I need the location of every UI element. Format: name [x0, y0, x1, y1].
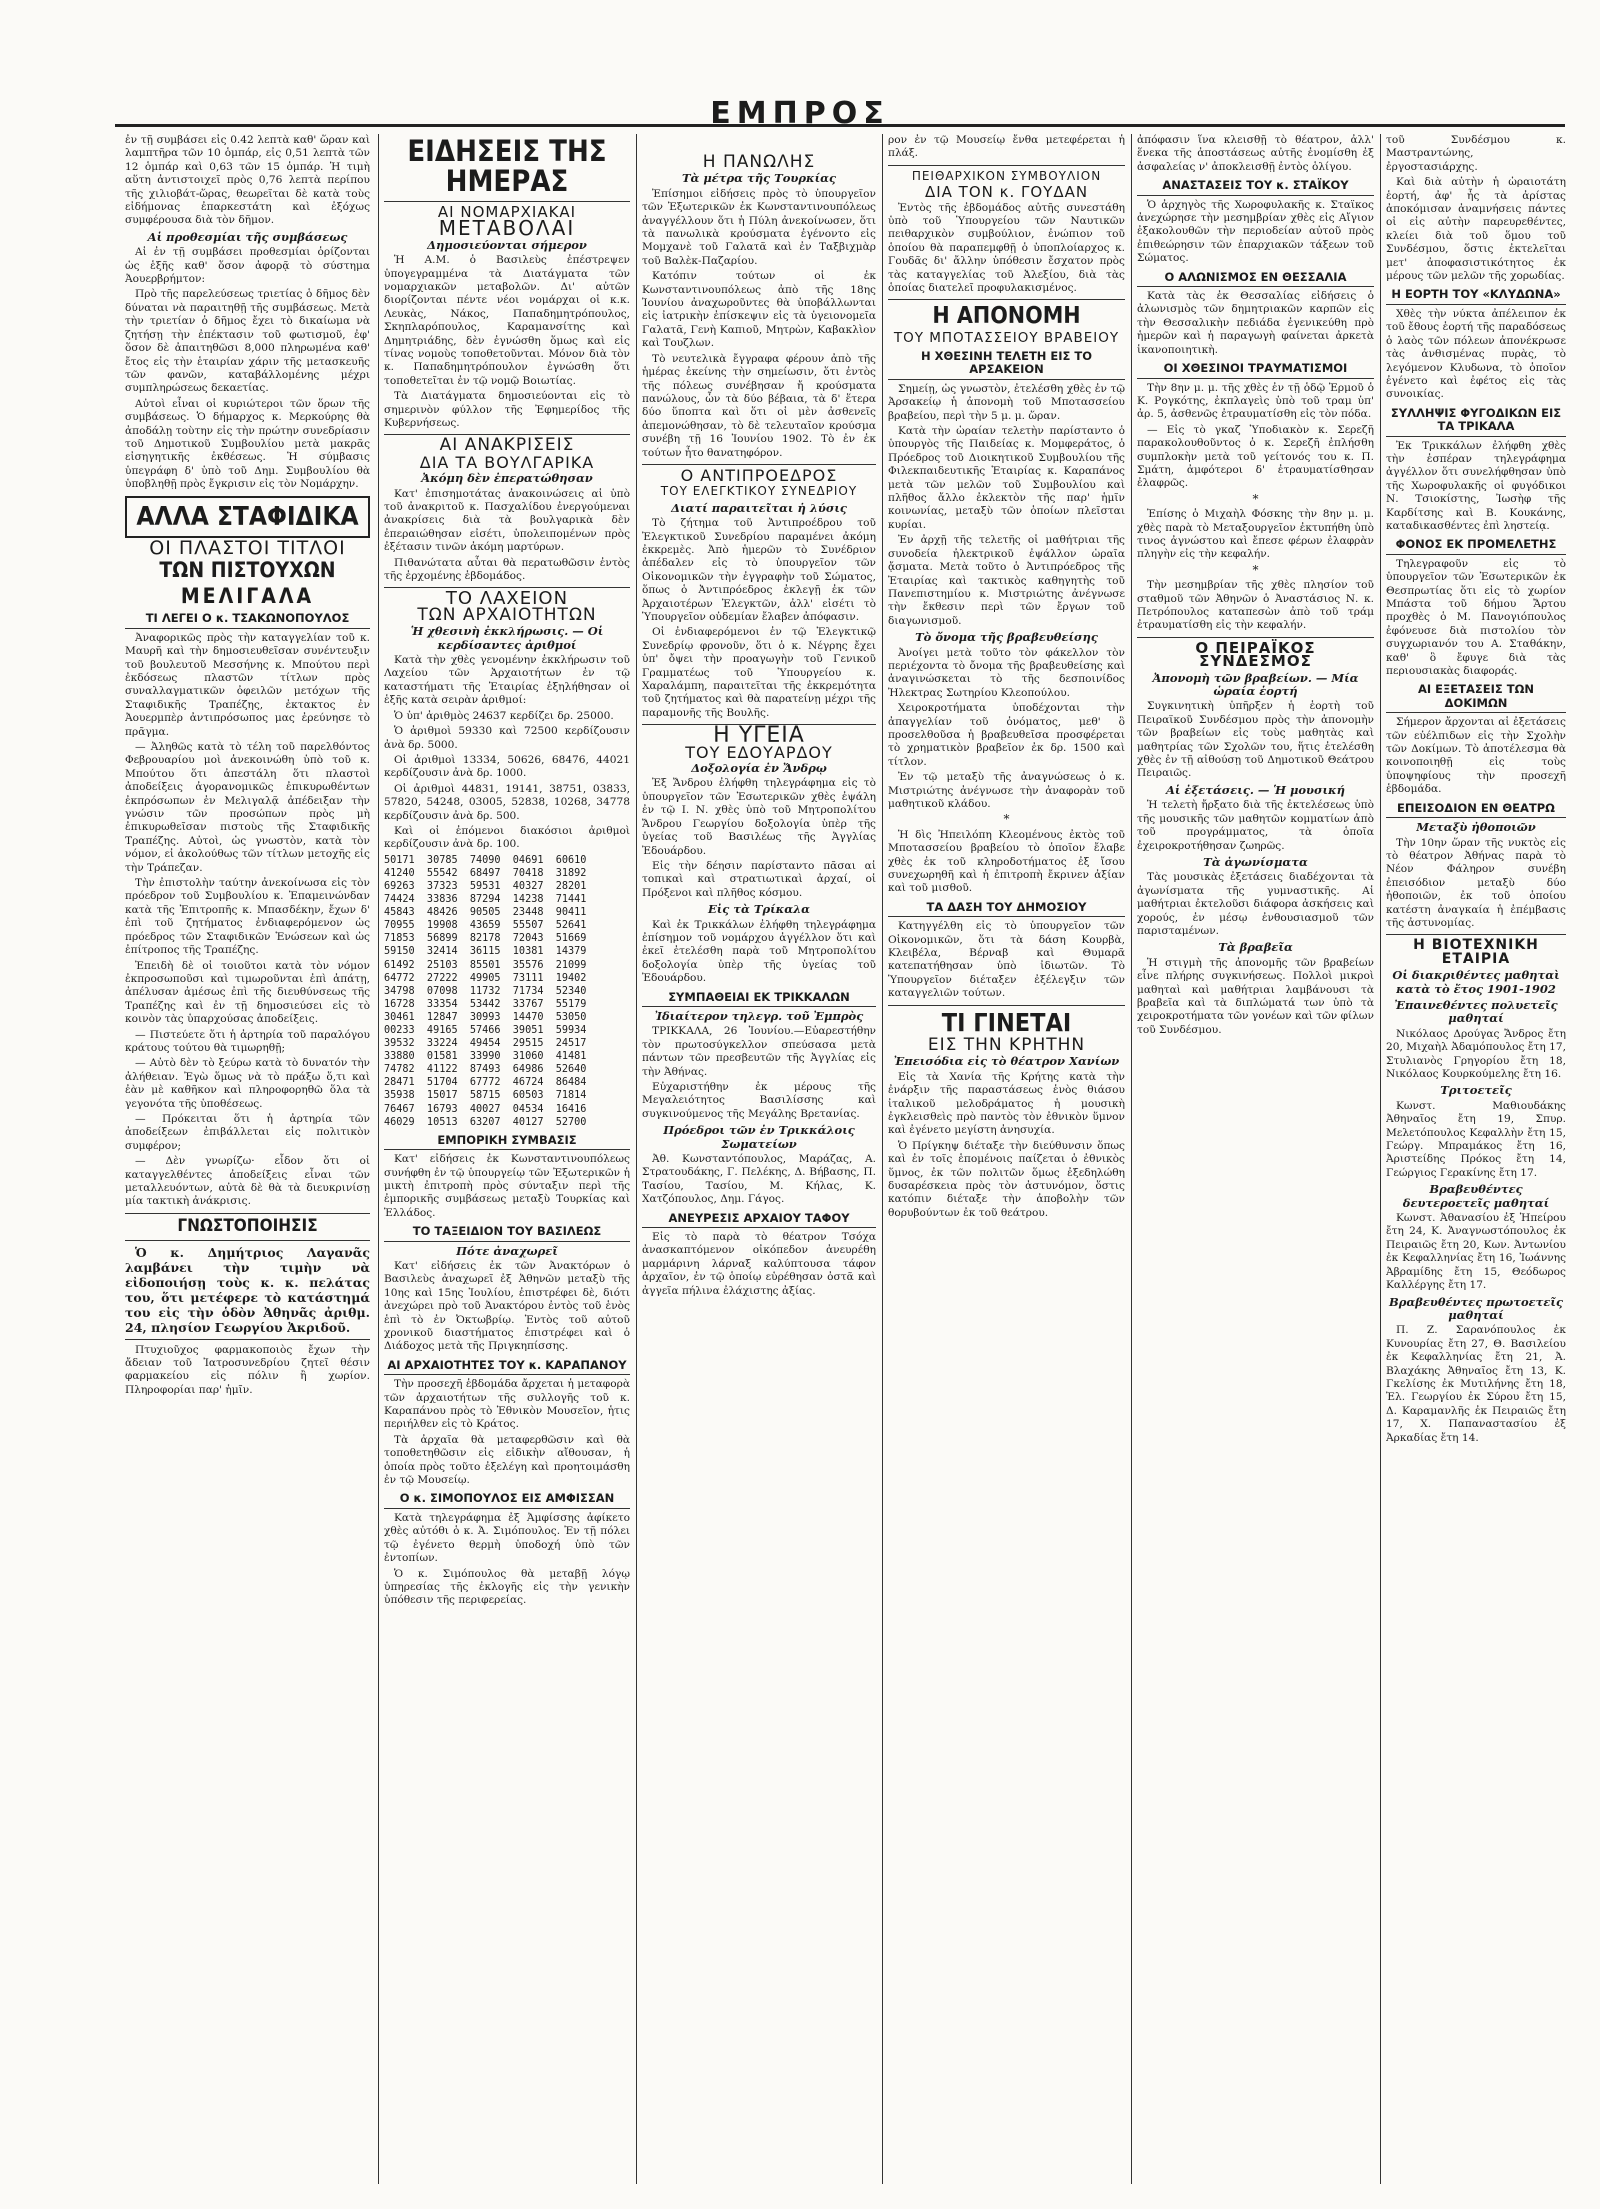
- article-text: Τὸ νευτελικὰ ἔγγραφα φέρουν ἀπὸ τῆς ἡμέρας ἐκείνης τὴν σημείωσιν, ὅτι ἐντὸς τῆς πόλεως συνέβησαν ἤ κρούσματα πανώλους, ὧν τὰ δύο βέβαια, τὰ δ' ἕτερα δύο ὕποπτα καὶ ὅτι οἱ μὲν ἀσθενεῖς ἀπεμονώθησαν, τὸ δὲ τελευταῖον κρούσμα συνέβη τῇ 16 Ἰουνίου 1902. Τὸ ἐν ἐκ τούτων ἦτο θανατηφόρον.: [642, 352, 876, 459]
- article-text: ἀπόφασιν ἵνα κλεισθῇ τὸ θέατρον, ἀλλ' ἕνεκα τῆς ἀποστάσεως αὐτῆς ἐνομίσθη ἐξ ἀσφαλείας ν' ἀποκλεισθῇ ἐντὸς ὁλίγου.: [1137, 134, 1374, 173]
- article-text: Ἡ τελετὴ ἤρξατο διὰ τῆς ἐκτελέσεως ὑπὸ τῆς μουσικῆς τῶν μαθητῶν κομματίων ἀπὸ τοῦ προγράμματος, τὰ ὁποῖα ἐχειροκροτήθησαν ζωηρῶς.: [1137, 799, 1374, 852]
- headline: ΤΟ ΤΑΞΕΙΔΙΟΝ ΤΟΥ ΒΑΣΙΛΕΩΣ: [384, 1225, 630, 1241]
- headline: Ο ΑΛΩΝΙΣΜΟΣ ΕΝ ΘΕΣΣΑΛΙΑ: [1137, 271, 1374, 287]
- article-text: Ἀθ. Κωνσταντόπουλος, Μαράζας, Α. Στρατουδάκης, Γ. Πελέκης, Δ. Βήβασης, Π. Τασίου, Τασίου, Μ. Κήλας, Κ. Χατζόπουλος, Δημ. Γάγος.: [642, 1153, 876, 1206]
- subheading: Οἱ διακριθέντες μαθηταὶ κατὰ τὸ ἔτος 1901-1902: [1392, 968, 1560, 996]
- subheading: Αἱ ἐξετάσεις. — Ἡ μουσική: [1165, 782, 1346, 797]
- article-text: Π. Ζ. Σαρανόπουλος ἐκ Κυνουρίας ἔτη 27, Θ. Βασιλείου ἐκ Κεφαλληνίας ἔτη 21, Ἀ. Βλαχάκης Ἀθηναῖος ἔτη 13, Κ. Γκελίσης ἐκ Μυτιλήνης ἔτη 18, Ἐλ. Γεωργίου ἐκ Σύρου ἔτη 15, Δ. Καραμανλῆς ἐκ Πειραιῶς ἔτη 17, Χ. Παπαναστασίου ἐξ Ἀρκαδίας ἔτη 14.: [1386, 1324, 1566, 1444]
- divider: [125, 1213, 370, 1214]
- subheading: Δημοσιεύονται σήμερον: [427, 237, 587, 252]
- subheading: Βραβευθέντες δευτεροετεῖς μαθηταί: [1402, 1182, 1550, 1210]
- article-text: Ἡ δὶς Ἠπειλόπη Κλεομένους ἐκτὸς τοῦ Μποτασσείου βραβείου τὸ ὁποῖον ἔλαβε χθὲς ἐκ τοῦ κληροδοτήματος ἐξ ἴσου συνεχωρηθῆ καὶ ἡ ἐπιτροπὴ ἔκρινεν ἀξίαν καὶ τοῦ μισθοῦ.: [888, 828, 1125, 895]
- separator-star: *: [1252, 562, 1259, 577]
- headline: ΕΠΕΙΣΟΔΙΟΝ ΕΝ ΘΕΑΤΡΩ: [1386, 802, 1566, 818]
- section-headline: ΕΙΔΗΣΕΙΣ ΤΗΣ ΗΜΕΡΑΣ: [407, 134, 607, 199]
- subheading: Δοξολογία ἐν Ἄνδρῳ: [691, 761, 827, 776]
- article-text: Σημείῃ, ὡς γνωστὸν, ἐτελέσθη χθὲς ἐν τῷ Ἀρσακείῳ ἡ ἀπονομὴ τοῦ Μποτασσείου βραβείου, περὶ τὴν 5 μ. μ. ὥραν.: [888, 382, 1125, 422]
- column-3: [642, 134, 876, 2184]
- subheading: Η ΧΘΕΣΙΝΗ ΤΕΛΕΤΗ ΕΙΣ ΤΟ ΑΡΣΑΚΕΙΟΝ: [888, 350, 1125, 380]
- article-text: — Ἀληθῶς κατὰ τὸ τέλη τοῦ παρελθόντος Φεβρουαρίου μοὶ ἀνεκοινώθη ὑπὸ τοῦ κ. Μπούτου ὅτι ἀπεστάλη ὅτι πλαστοὶ ἀποδείξεις ἀγορανομικῶς ἐπικυρωθέντων ἐκπρόσωπων ἐν Μελιγαλᾷ ἀπέδειξαν τὴν γνώσιν τῶν προσώπων πρὸς μὴ ἐπικυρωθεῖσαν πιστοὺς τῆς Σταφιδικῆς Τραπέζης. Αὐτοὶ, ὡς γνωστὸν, κατὰ τὸν νόμον, εἰ ἀκολούθως τῶν τίτλων μετοχῆς εἰς τὴν Τράπεζαν.: [125, 741, 370, 874]
- headline: ΑΛΛΑ ΣΤΑΦΙΔΙΚΑ: [136, 501, 359, 532]
- divider: [1137, 637, 1374, 638]
- article-text: Αὐτοὶ εἶναι οἱ κυριώτεροι τῶν ὅρων τῆς συμβάσεως. Ὁ δήμαρχος κ. Μερκούρης θὰ ἀποδάλῃ τοὺτην εἰς τὴν πρώτην συνεδρίασιν τοῦ Δημοτικοῦ Συμβουλίου μετὰ μακρᾶς εἰσηγητικῆς ἐκθέσεως. Ἡ σύμβασις ὑπεγράφη δ' ὑπὸ τοῦ Δημ. Συμβουλίου θὰ ὑποβληθῇ πρὸς ἔγκρισιν εἰς τὸν Νομάρχην.: [125, 397, 370, 491]
- column-divider: [378, 134, 379, 2184]
- article-text: Εὐχαριστήθην ἐκ μέρους τῆς Μεγαλειότητος Βασιλίσσης καὶ συγκινούμενος τῆς Μεγάλης Βρετανίας.: [642, 1081, 876, 1120]
- divider: [1386, 934, 1566, 935]
- column-divider: [1380, 134, 1381, 2184]
- headline: ΤΟΥ ΕΔΟΥΑΡΔΟΥ: [685, 742, 833, 762]
- article-text: Ἡ Α.Μ. ὁ Βασιλεὺς ἐπέστρεψεν ὑπογεγραμμένα τὰ Διατάγματα τῶν νομαρχιακῶν μεταβολῶν. Δι' αὐτῶν διορίζονται πέντε νέοι νομάρχαι οἱ κ.κ. Λευκὰς, Νάκος, Παπαδημητρόπουλος, Σκηπλαρόπουλος, Καραμανσίτης καὶ Δημητριάδης, δὲν ἐγνώσθη ὅμως καὶ εἰς τίνας νομοὺς τοποθετοῦνται. Μόνον διὰ τὸν κ. Παπαδημητρόπουλον ἐγνώσθη ὅτι τοποθετεῖται ἐν τῷ νομῷ Βοιωτίας.: [384, 254, 630, 387]
- article-text: Τὰ Διατάγματα δημοσιεύονται εἰς τὸ σημερινὸν φύλλον τῆς Ἐφημερίδος τῆς Κυβερνήσεως.: [384, 390, 630, 429]
- top-rule: [115, 124, 1565, 127]
- headline: ΣΥΜΠΑΘΕΙΑΙ ΕΚ ΤΡΙΚΚΑΛΩΝ: [642, 991, 876, 1007]
- article-text: Ὁ ἀρχηγὸς τῆς Χωροφυλακῆς κ. Σταϊκος ἀνεχώρησε τὴν μεσημβρίαν χθὲς εἰς Αἴγιον ἐξακολουθῶν τὴν περιοδείαν αὐτοῦ πρὸς ἐπιθεώρησιν τῶν ἐπαρχιακῶν τάξεων τοῦ Σώματος.: [1137, 198, 1374, 265]
- article-text: Πιθανώτατα αὗται θὰ περατωθῶσιν ἐντὸς τῆς ἐρχομένης ἑβδομάδος.: [384, 556, 630, 583]
- article-text: Οἱ ἐνδιαφερόμενοι ἐν τῷ Ἐλεγκτικῷ Συνεδρίῳ φρονοῦν, ὅτι ὁ κ. Νέγρης ἔχει ὑπ' ὄψει τὴν προαγωγὴν τοῦ Γενικοῦ Γραμματέως τοῦ Ὑπουργείου κ. Χαραλάμπη, παραιτεῖται τῆς ἐκκρεμότητα τοῦ ζητήματος καὶ θὰ παρατείνῃ μέχρι τῆς παραμονῆς τῆς Βουλῆς.: [642, 626, 876, 719]
- article-text: Κατ' εἰδήσεις ἐκ τῶν Ἀνακτόρων ὁ Βασιλεὺς ἀναχωρεῖ ἐξ Ἀθηνῶν μεταξὺ τῆς 10ης καὶ 15ης Ἰουλίου, ἐπιστρέφει δὲ, διότι ἀνεχώρει πρὸ τοῦ Ἀνακτόρου ἐντὸς τοῦ ἑνὸς ἑπὶ τὸ ἐν Ὀκτωβρίῳ. Ἐντὸς τοῦ αὐτοῦ χρονικοῦ διαστήματος ἐπιστρέφει καὶ ὁ Διάδοχος μετὰ τῆς Πριγκηπίσσης.: [384, 1259, 630, 1353]
- article-text: Ὁ κ. Σιμόπουλος θὰ μεταβῇ λόγῳ ὑπηρεσίας τῆς ἐκλογῆς εἰς τὴν γενικὴν ὑπόθεσιν τῆς περιφερείας.: [384, 1567, 630, 1607]
- article-text: Πρὸ τῆς παρελεύσεως τριετίας ὁ δῆμος δὲν δύναται νὰ παραιτηθῇ τῆς συμβάσεως. Μετὰ τὴν τριετίαν ὁ δῆμος ἔχει τὸ δικαίωμα νὰ ζητήσῃ τὴν ἐπέκτασιν τοῦ φωτισμοῦ, ἐφ' ὅσον δὲ ἀπαιτηθῶσι 8,000 πληρωμένα καθ' ἔτος εἰς τὴν ἑταιρίαν χάριν τῆς μετασκευῆς τῶν φανῶν, καταβάλλομένης μέχρι συμπληρώσεως δεκαετίας.: [125, 288, 370, 395]
- headline: Η ΑΠΟΝΟΜΗ: [932, 303, 1081, 330]
- headline: ΤΟΥ ΜΠΟΤΑΣΣΕΙΟΥ ΒΡΑΒΕΙΟΥ: [893, 329, 1120, 346]
- headline: ΤΙ ΓΙΝΕΤΑΙ: [941, 1007, 1072, 1037]
- article-text: Ὁ Πρίγκηψ διέταξε τὴν διεύθυνσιν ὅπως καὶ ἐν τοῖς ἑπομένοις παίζεται ὁ ἐθνικὸς ὕμνος, ἐκ τῶν πολιτῶν ὅμως ἐξεδηλώθη δυσαρέσκεια πρὸς τὸν ἀστυνόμον, ὅστις κατόπιν διέταξε τὴν ἀποβολὴν τῶν θορυβούντων ἐκ τοῦ θεάτρου.: [888, 1139, 1125, 1219]
- article-text: Καὶ οἱ ἐπόμενοι διακόσιοι ἀριθμοὶ κερδίζουσιν ἀνὰ δρ. 100.: [384, 824, 630, 851]
- headline: ΤΑ ΔΑΣΗ ΤΟΥ ΔΗΜΟΣΙΟΥ: [888, 901, 1125, 917]
- divider: [642, 464, 876, 465]
- article-text: Ἐξ Ἄνδρου ἐλήφθη τηλεγράφημα εἰς τὸ ὑπουργεῖον τῶν Ἐσωτερικῶν χθὲς ἐψάλη ἐν τῷ Ι. Ν. χθὲς ὑπὸ τοῦ Μητροπολίτου Ἄνδρου Γεωργίου δοξολογία ὑπὲρ τῆς ὑγείας τοῦ Βασιλέως τῆς Ἀγγλίας Ἐδουάρδου.: [642, 777, 876, 857]
- article-text: Κατὰ τὴν χθὲς γενομένην ἐκκλήρωσιν τοῦ Λαχείου τῶν Ἀρχαιοτήτων ἐν τῷ καταστήματι τῆς Ἐταιρίας ἐξηλήθησαν οἱ ἑξῆς κατὰ σειρὰν ἀριθμοί:: [384, 654, 630, 707]
- headline: Η ΠΑΝΩΛΗΣ: [702, 152, 816, 172]
- subheading: Μεταξὺ ἠθοποιῶν: [1416, 820, 1536, 835]
- subheading: Ἐπαινεθέντες πολυετεῖς μαθηταί: [1394, 997, 1558, 1026]
- subheading: Πρόεδροι τῶν ἐν Τρικκάλοις Σωματείων: [663, 1123, 855, 1151]
- article-text: Καὶ διὰ αὐτὴν ἡ ὡραιοτάτη ἑορτή, ἀφ' ἧς τὰ ἀρίστας ἀποκόμισαν ἀναμνήσεις πάντες οἱ εἰς αὐτὴν παρευρεθέντες, κλείει διὰ τοῦ ὅμου τοῦ Συνδέσμου, ὅστις ἐκτελεῖται μετ' ἀποφασιστικότητος ἐκ μέρους τῶν μελῶν τῆς χορωδίας.: [1386, 176, 1566, 283]
- article-text: Τὸ ζήτημα τοῦ Ἀντιπροέδρου τοῦ Ἐλεγκτικοῦ Συνεδρίου παραμένει ἀκόμη ἐκκρεμὲς. Ἀπὸ ἡμερῶν τὸ Συνέδριον ἀπέδαλεν εἰς τὸ ὑπουργεῖον τῶν Οἰκονομικῶν τὴν ἐγγραφὴν τοῦ Σώματος, ὅπως ὁ Ἀντιπρόεδρος ἐκλεγῇ ἐκ τῶν Ἀρχαιοτέρων Ἐλεγκτῶν, ἀλλ' εἰσέτι τὸ Ὑπουργεῖον οὐδεμίαν ἔλαβεν ἀπόφασιν.: [642, 517, 876, 623]
- subheading: Ἀκόμη δὲν ἐπερατώθησαν: [421, 471, 593, 486]
- divider: [384, 201, 630, 202]
- article-text: ρον ἐν τῷ Μουσείῳ ἔνθα μετεφέρεται ἡ πλάξ.: [888, 134, 1125, 160]
- masthead: ΕΜΠΡΟΣ: [710, 96, 890, 131]
- article-text: Ἐπίσης ὁ Μιχαὴλ Φόσκης τὴν 8ην μ. μ. χθὲς παρὰ τὸ Μεταξουργεῖον ἐκτυπήθη ὑπὸ τινος ἀγνώστου καὶ ἔπεσε φέρων ἐλαφρὰν πληγὴν εἰς τὴν κεφαλήν.: [1137, 508, 1374, 561]
- subheading: Τριτοετεῖς: [1440, 1083, 1512, 1098]
- article-text: τοῦ Συνδέσμου κ. Μαστραντώνης, ἐργοστασιάρχης.: [1386, 134, 1566, 173]
- headline: ΑΙ ΑΝΑΚΡΙΣΕΙΣ: [439, 435, 575, 456]
- headline: ΕΙΣ ΤΗΝ ΚΡΗΤΗΝ: [927, 1034, 1086, 1055]
- subheading: Εἰς τὰ Τρίκαλα: [707, 902, 811, 917]
- divider: [125, 1339, 370, 1340]
- classified-ad: Πτυχιοῦχος φαρμακοποιὸς ἔχων τὴν ἄδειαν τοῦ Ἰατροσυνεδρίου ζητεῖ θέσιν φαρμακείου εἰς πόλιν ἢ χωρίον. Πληροφορίαι παρ' ἡμῖν.: [125, 1343, 370, 1396]
- subheading: Ἡ χθεσινὴ ἐκκλήρωσις. — Οἱ κερδίσαντες ἀριθμοί: [410, 624, 604, 652]
- article-text: Ἐκ Τρικκάλων ἐλήφθη χθὲς τὴν ἑσπέραν τηλεγράφημα ἀγγέλλον ὅτι συνελήφθησαν ὑπὸ τῆς Χωροφυλακῆς οἱ φυγόδικοι Ν. Τσιοκίστης, Ἰωσὴφ τῆς Καρδίτσης καὶ Β. Κουκάνης, καταδικασθέντες ἐπὶ ληστείᾳ.: [1386, 439, 1566, 532]
- headline: ΔΙΑ ΤΟΝ κ. ΓΟΥΔΑΝ: [924, 183, 1089, 202]
- article-text: Εἰς τὸ παρὰ τὸ θέατρον Τσόχα ἀνασκαπτόμενον οἰκόπεδον ἀνευρέθη μαρμάρινη λάρναξ καλύπτουσα τάφον ἀρχαῖον, ἐν τῷ ὁποίῳ εὑρέθησαν ὀστᾶ καὶ ἀγγεῖα πήλινα ἐλάχιστης ἀξίας.: [642, 1231, 876, 1297]
- headline: ΑΙ ΕΞΕΤΑΣΕΙΣ ΤΩΝ ΔΟΚΙΜΩΝ: [1386, 683, 1566, 713]
- article-text: Ἐν ἀρχῇ τῆς τελετῆς οἱ μαθήτριαι τῆς συνοδεία ἠλεκτρικοῦ ἐψάλλον ὡραῖα ᾄσματα. Μετὰ τοῦτο ὁ Ἀντιπρόεδρος τῆς Ἐταιρίας καὶ τακτικὸς καθηγητὴς τοῦ Πανεπιστημίου κ. Μιστριώτης ἀνέγνωσε τὴν ἔκθεσιν περὶ τῶν ἔργων τοῦ διαγωνισμοῦ.: [888, 534, 1125, 627]
- article-text: Ἡ στιγμὴ τῆς ἀπονομῆς τῶν βραβείων εἶνε πλήρης συγκινήσεως. Πολλοὶ μικροὶ μαθηταὶ καὶ μαθήτριαι λαμβάνουσι τὰ βραβεῖα καὶ τὰ διπλώματά των ὑπὸ τὰ χειροκροτήματα τῶν γονέων καὶ τῶν φίλων τοῦ Συνδέσμου.: [1137, 956, 1374, 1036]
- article-text: Τηλεγραφοῦν εἰς τὸ ὑπουργεῖον τῶν Ἐσωτερικῶν ἐκ Θεσπρωτίας ὅτι εἰς τὸ χωρίον Μπάστα τοῦ δήμου Ἄρτου προχθὲς ὁ Μ. Πανογιόπουλος ἐφόνευσε διὰ πιστολίου τὸν συγχωριανόν του Α. Σταθάκην, καθ' ὃ ἔφυγε διὰ τὰς περιουσιακὰς διαφοράς.: [1386, 557, 1566, 678]
- article-text: Αἱ ἐν τῇ συμβάσει προθεσμίαι ὁρίζονται ὡς ἑξῆς καθ' ὅσον ἀφορᾷ τὸ σύστημα Ἀουερβρήμτον:: [125, 246, 370, 286]
- subheading: Διατί παραιτεῖται ἡ λύσις: [671, 500, 847, 515]
- article-text: Τὴν 10ην ὥραν τῆς νυκτὸς εἰς τὸ θέατρον Ἀθήνας παρὰ τὸ Νέον Φάληρον συνέβη ἐπεισόδιον μεταξὺ δύο ἠθοποιῶν, ἐκ τοῦ ὁποίου κατέστη ἀναγκαία ἡ ἐπέμβασις τῆς ἀστυνομίας.: [1386, 836, 1566, 929]
- article-text: Ἐπειδὴ δὲ οἱ τοιοῦτοι κατὰ τὸν νόμον ἐκπροσωποῦσι καὶ τιμωροῦνται ἐπὶ ἀπάτῃ, ἀπέλυσαν ἀμέσως ἐπὶ τῆς διευθύνσεως τῆς Τραπέζης καὶ ἐν τῇ δημοσιεύσει εἰς τὸ κοινὸν τὰς ὑπαρχούσας ἀποδείξεις.: [125, 959, 370, 1026]
- headline: ΑΝΑΣΤΑΣΕΙΣ ΤΟΥ κ. ΣΤΑΪΚΟΥ: [1137, 179, 1374, 195]
- subheading: Βραβευθέντες πρωτοετεῖς μαθηταί: [1389, 1294, 1563, 1322]
- article-text: Τὰς μουσικὰς ἐξετάσεις διαδέχονται τὰ ἀγωνίσματα τῆς γυμναστικῆς. Αἱ μαθήτριαι ἐκτελοῦσι διάφορα ἀσκήσεις καὶ χορούς, ἐν μέσῳ ἐνθουσιασμοῦ τῶν παρισταμένων.: [1137, 871, 1374, 937]
- article-text: Οἱ ἀριθμοὶ 44831, 19141, 38751, 03833, 57820, 54248, 03005, 52838, 10268, 34778 κερδίζουσιν ἀνὰ δρ. 500.: [384, 782, 630, 822]
- subheading: Τὰ μέτρα τῆς Τουρκίας: [681, 171, 837, 186]
- headline: ΠΕΙΘΑΡΧΙΚΟΝ ΣΥΜΒΟΥΛΙΟΝ: [911, 168, 1102, 183]
- article-text: Οἱ ἀριθμοὶ 13334, 50626, 68476, 44021 κερδίζουσιν ἀνὰ δρ. 1000.: [384, 753, 630, 780]
- subheading: Τὰ βραβεῖα: [1218, 940, 1293, 955]
- article-text: Κατ' εἰδήσεις ἐκ Κωνσταντινουπόλεως συνήφθη ἐν τῷ ὑπουργείῳ τῶν Ἐξωτερικῶν ἡ μικτὴ ἐπιτροπὴ πρὸς σύνταξιν περὶ τῆς ἐμπορικῆς συμβάσεως μεταξὺ Τουρκίας καὶ Ἑλλάδος.: [384, 1153, 630, 1219]
- lottery-numbers-table: 50171 30785 74090 04691 60610 41240 55542 68497 70418 31892 69263 37323 59531 40327 28201 74424 33836 87294 14238 71441 45843 48426 90505 23448 90411 70955 19908 43659 55507 52641 71853 56899 82178 72043 51669 59150 32414 36115 10381 14379 61492 25103 85501 35576 21099 64772 27222 49905 73111 19402 34798 07098 11732 71734 52340 16728 33354 53442 33767 55179 30461 12847 30993 14470 53050 00233 49165 57466 39051 59934 39532 33224 49454 29515 24517 33880 01581 33990 31060 41481 74782 41122 87493 64986 52640 28471 51704 67772 46724 86484 35938 15017 58715 60503 71814 76467 16793 40027 04534 16416 46029 10513 63207 40127 52700: [384, 854, 587, 1128]
- article-text: Εἰς τὴν δέησιν παρίσταντο πᾶσαι αἱ τοπικαὶ καὶ στρατιωτικαὶ ἀρχαί, οἱ Πρόξενοι καὶ πλῆθος κόσμου.: [642, 859, 876, 899]
- article-text: Κατηγγέλθη εἰς τὸ ὑπουργεῖον τῶν Οἰκονομικῶν, ὅτι τὰ δάση Κουρβὰ, Κλειβέλα, Βέρναβ καὶ Θυμαρᾶ κατεπατήθησαν ὑπὸ ἰδιωτῶν. Τὸ Ὑπουργεῖον διέταξεν ἐξέλεγξιν τῶν καταγγελιῶν τούτων.: [888, 920, 1125, 1000]
- article-text: Ἀνοίγει μετὰ τοῦτο τὸν φάκελλον τὸν περιέχοντα τὸ ὄνομα τῆς βραβευθείσης καὶ ἀναγινώσκεται τὸ τῆς δεσποινίδος Ἠλεκτρας Σωτηρίου Κλεοπούλου.: [888, 646, 1125, 699]
- article-text: — Πρόκειται ὅτι ἡ ἀρτηρία τῶν ἀποδείξεων ἐπιβάλλεται εἰς πολιτικὸν συμφέρον;: [125, 1112, 370, 1152]
- column-divider: [636, 134, 637, 2184]
- divider: [888, 165, 1125, 166]
- divider: [888, 299, 1125, 300]
- headline: ΑΝΕΥΡΕΣΙΣ ΑΡΧΑΙΟΥ ΤΑΦΟΥ: [642, 1212, 876, 1228]
- headline: Η ΥΓΕΙΑ: [713, 723, 805, 749]
- column-1: [125, 134, 370, 2184]
- headline: ΤΟΥ ΕΛΕΓΚΤΙΚΟΥ ΣΥΝΕΔΡΙΟΥ: [660, 484, 858, 499]
- article-text: Κατ' ἐπισημοτάτας ἀνακοινώσεις αἱ ὑπὸ τοῦ ἀνακριτοῦ κ. Πασχαλίδου ἐνεργούμεναι ἀνακρίσεις διὰ τὰ βουλγαρικὰ δὲν ἐπεραιώθησαν εἰσέτι, ὑπολειπομένων πρὸς ἐξέτασιν τινῶν ἀκόμη μαρτύρων.: [384, 487, 630, 554]
- article-text: Ἐντὸς τῆς ἐβδομάδος αὐτῆς συνεστάθη ὑπὸ τοῦ Ὑπουργείου τῶν Ναυτικῶν πειθαρχικὸν συμβούλιον, ἐνώπιον τοῦ ὁποίου θὰ παραπεμφθῇ ὁ ὑποπλοίαρχος κ. Γουδᾶς δι' ἄλλην ὑπόθεσιν ἔσχατον πρὸς τὰς καταγγελίας τοῦ Ἀλεξίου, διὰ τὰς ὁποίας διατελεῖ προφυλακισμένος.: [888, 201, 1125, 295]
- subheading: Πότε ἀναχωρεῖ: [456, 1243, 558, 1258]
- headline: Η ΕΟΡΤΗ ΤΟΥ «ΚΛΥΔΩΝΑ»: [1386, 288, 1566, 304]
- headline: ΔΙΑ ΤΑ ΒΟΥΛΓΑΡΙΚΑ: [419, 452, 595, 472]
- article-text: Τὴν μεσημβρίαν τῆς χθὲς πλησίον τοῦ σταθμοῦ τῶν Ἀθηνῶν ὁ Ἀναστάσιος Ν. κ. Πετρόπουλος καταπεσὼν ἀπὸ τοῦ τράμ ἐτραυματίσθη εἰς τὴν κεφαλήν.: [1137, 579, 1374, 632]
- article-text: Κωνστ. Ἀθανασίου ἐξ Ἠπείρου ἔτη 24, Κ. Ἀναγνωστόπουλος ἐκ Πειραιῶς ἔτη 20, Κων. Ἀντωνίου ἐκ Κεφαλληνίας ἔτη 16, Ἰωάννης Ἀβραμίδης ἔτη 15, Θεόδωρος Καλλέργης ἔτη 17.: [1386, 1212, 1566, 1292]
- article-text: ΤΡΙΚΚΑΛΑ, 26 Ἰουνίου.—Εὐαρεστήθην τὸν πρωτοσύγκελλον σπεύσασα μετὰ πάντων τῶν πρεσβευτῶν τῆς Ἀγγλίας εἰς τὴν Ἀθήνας.: [642, 1025, 876, 1078]
- article-text: Τὴν ἐπιστολὴν ταύτην ἀνεκοίνωσα εἰς τὸν πρόεδρον τοῦ Συμβουλίου κ. Ἐπαμεινώνδαν κατὰ τῆς Ἐπιτροπῆς κ. Μπασδέκην, ἔχων δ' ἐπὶ τοῦ ζητήματος ἐνδιαφερόμενον ὡς πρόεδρος τῶν Σταφιδικῶν Ἑνώσεων καὶ ὡς ἐπίτροπος τῆς Τραπέζης.: [125, 877, 370, 957]
- article-text: Εἰς τὰ Χανία τῆς Κρήτης κατὰ τὴν ἐνάρξιν τῆς παραστάσεως ἑνὸς θιάσου ἰταλικοῦ μελοδράματος ἡ μουσικὴ ἐγκλεισθεὶς πρὸ παντὸς τὸν ἐθνικὸν ὕμνον καὶ ἐγένετο μεγίστη ἀνησυχία.: [888, 1070, 1125, 1137]
- article-text: — Δὲν γνωρίζω· εἶδον ὅτι οἱ καταγγελθέντες ἀποδείξεις εἶναι τῶν μεταλλευόντων, αὐτὰ δὲ θὰ τὰ διευκρινίσῃ μία τακτικὴ ἀνάκρισις.: [125, 1155, 370, 1208]
- divider: [888, 1005, 1125, 1006]
- subheading: Ἐπεισόδια εἰς τὸ θέατρον Χανίων: [893, 1054, 1120, 1069]
- article-text: ἐν τῇ συμβάσει εἰς 0.42 λεπτὰ καθ' ὥραν καὶ λαμπτῆρα τῶν 10 ὁμπάρ, εἰς 0,51 λεπτὰ τῶν 12 ὁμπάρ καὶ 0,63 τῶν 15 ὁμπάρ. Ἡ τιμὴ αὕτη ἀντιστοιχεῖ πρὸς 0,76 λεπτὰ περίπου τῆς χιλιοβάτ-ὥρας, θεωρεῖται δὲ κατὰ τοὺς εἰδήμονας ἐπαρκεστάτη καὶ ἐξόχως συμφέρουσα διὰ τὸν δῆμον.: [125, 134, 370, 227]
- article-text: Ὁ ἀριθμοὶ 59330 καὶ 72500 κερδίζουσιν ἀνὰ δρ. 5000.: [384, 725, 630, 751]
- headline: ΓΝΩΣΤΟΠΟΙΗΣΙΣ: [177, 1215, 318, 1236]
- subheading: Τὸ ὄνομα τῆς βραβευθείσης: [915, 630, 1098, 645]
- article-text: Κατὰ τὰς ἐκ Θεσσαλίας εἰδήσεις ὁ ἀλωνισμὸς τῶν δημητριακῶν καρπῶν εἰς τὴν Θεσσαλικὴν πεδιάδα ἐγενικεύθη πρὸ ἡμερῶν καὶ ἡ παραγωγὴ φαίνεται ἀρκετὰ ἱκανοποιητικὴ.: [1137, 290, 1374, 356]
- article-text: Κατὰ τηλεγράφημα ἐξ Ἀμφίσσης ἀφίκετο χθὲς αὐτόθι ὁ κ. Ἀ. Σιμόπουλος. Ἐν τῇ πόλει τῷ ἐγένετο θερμὴ ὑποδοχή ὑπὸ τῶν ἐντοπίων.: [384, 1511, 630, 1565]
- article-text: Καὶ ἐκ Τρικκάλων ἐλήφθη τηλεγράφημα ἐπίσημον τοῦ νομάρχου ἀγγέλλον ὅτι καὶ ἐκεῖ ἐτελέσθη παρὰ τοῦ Μητροπολίτου δοξολογία ὑπὲρ τῆς ὑγείας τοῦ Ἐδουάρδου.: [642, 918, 876, 985]
- article-text: Κατὰ τὴν ὡραίαν τελετὴν παρίσταντο ὁ ὑπουργὸς τῆς Παιδείας κ. Μομφεράτος, ὁ Πρόεδρος τοῦ Διοικητικοῦ Συμβουλίου τῆς Φιλεκπαιδευτικῆς Ἑταιρίας κ. Καραπάνος μετὰ τῶν μελῶν τοῦ Συμβουλίου καὶ πλῆθος ἄλλο ἐκλεκτὸν τῆς παρ' ἡμῖν κοινωνίας, μεταξὺ τῶν ὁποίων πλεῖσται κυρίαι.: [888, 425, 1125, 531]
- subheading: ΤΙ ΛΕΓΕΙ Ο κ. ΤΣΑΚΩΝΟΠΟΥΛΟΣ: [125, 612, 370, 628]
- article-text: Συγκινητικὴ ὑπῆρξεν ἡ ἑορτὴ τοῦ Πειραϊκοῦ Συνδέσμου πρὸς τὴν ἀπονομὴν τῶν βραβείων εἰς τοὺς μαθητὰς καὶ μαθητρίας τῶν Σχολῶν του, ἥτις ἐτελέσθη χθὲς ἐν τῇ αἰθούσῃ τοῦ Δημοτικοῦ Θεάτρου Πειραιῶς.: [1137, 700, 1374, 780]
- column-divider: [1131, 134, 1132, 2184]
- headline: ΣΥΛΛΗΨΙΣ ΦΥΓΟΔΙΚΩΝ ΕΙΣ ΤΑ ΤΡΙΚΑΛΑ: [1386, 407, 1566, 437]
- article-text: Χθὲς τὴν νύκτα ἀπέλειπον ἐκ τοῦ ἔθους ἑορτή τῆς παραδόσεως ὁ λαὸς τῶν πόλεων ἀπονέκρωσε τὰς ἀνθισμένας πυρὰς, τὸ λεγόμενον Κλυδωνα, τὸ ὁποῖον ἐγένετο καὶ ἐφέτος εἰς τὰς συνοικίας.: [1386, 307, 1566, 401]
- article-text: — Πιστεύετε ὅτι ἡ ἀρτηρία τοῦ παραλόγου κράτους τούτου θὰ τιμωρηθῇ;: [125, 1028, 370, 1054]
- article-text: Κατόπιν τούτων οἱ ἐκ Κωνσταντινουπόλεως ἀπὸ τῆς 18ης Ἰουνίου ἀναχωροῦντες θὰ ὑποβάλλωνται εἰς ἰατρικὴν ἐπίσκεψιν εἰς τὰ ὑγειονομεῖα Γαλατᾶ, Γενὴ Καπιοῦ, Μητρὼν, Καβακλὶον καὶ Τουζλων.: [642, 270, 876, 350]
- article-text: Ἐπίσημοι εἰδήσεις πρὸς τὸ ὑπουργεῖον τῶν Ἐξωτερικῶν ἐκ Κωνσταντινουπόλεως ἀναγγέλλουν ὅτι ἡ Πύλη ἀνεκοίνωσεν, ὅτι τὰ πανωλικὰ κρούσματα ἐγένοντο εἰς Μομχανὲ τοῦ Γαλατᾶ καὶ ἐν Ταξβιχμὰρ τοῦ Βαλὲκ-Παζαρίου.: [642, 187, 876, 267]
- article-text: Σήμερον ἄρχονται αἱ ἐξετάσεις τῶν εὐέλπιδων εἰς τὴν Σχολὴν τῶν Δοκίμων. Τὸ ἀποτέλεσμα θὰ κοινοποιηθῇ εἰς τοὺς ὑποψηφίους τὴν προσεχῆ ἑβδομάδα.: [1386, 716, 1566, 796]
- article-text: Ἀναφορικῶς πρὸς τὴν καταγγελίαν τοῦ κ. Μαυρῆ καὶ τὴν δημοσιευθεῖσαν συνέντευξιν τοῦ βουλευτοῦ Μεσσήνης κ. Μπούτου περὶ ἐκδόσεως πλαστῶν τίτλων πρὸς συναλλαγματικῶν ὀφειλῶν μετόχων τῆς Σταφιδικῆς Τραπέζης, ἐκτακτος ἐν Ἀουερμπὲρ ἀντιπρόσωπος μας ἐρεύνησε τὸ πρᾶγμα.: [125, 631, 370, 738]
- article-text: Ὁ ὑπ' ἀριθμὸς 24637 κερδίζει δρ. 25000.: [394, 709, 614, 722]
- article-text: — Αὐτὸ δὲν τὸ ξεύρω κατὰ τὸ δυνατόν τὴν ἀλήθειαν. Ἐγὼ ὅμως νὰ τὸ πράξω ὅ,τι καὶ ἐὰν μὲ καθῆκον καὶ πληροφορηθῶ ὅλα τὰ γεγονότα τῆς ὑποθέσεως.: [125, 1057, 370, 1110]
- headline: ΟΙ ΠΛΑΣΤΟΙ ΤΙΤΛΟΙ: [149, 536, 346, 559]
- headline: Ο ΠΕΙΡΑΪΚΟΣ ΣΥΝΔΕΣΜΟΣ: [1195, 638, 1316, 671]
- column-6: [1386, 134, 1566, 2184]
- column-divider: [882, 134, 883, 2184]
- headline: ΜΕΤΑΒΟΛΑΙ: [438, 216, 576, 241]
- headline: Ο κ. ΣΙΜΟΠΟΥΛΟΣ ΕΙΣ ΑΜΦΙΣΣΑΝ: [384, 1492, 630, 1508]
- notice-text: Ὁ κ. Δημήτριος Λαγανᾶς λαμβάνει τὴν τιμὴν νὰ εἰδοποιήσῃ τοὺς κ. κ. πελάτας του, ὅτι μετέφερε τὸ κατάστημά του εἰς τὴν ὁδὸν Ἀθηνᾶς ἀριθμ. 24, πλησίον Γεωργίου Ἀκριδοῦ.: [125, 1244, 370, 1335]
- headline: ΑΙ ΑΡΧΑΙΟΤΗΤΕΣ ΤΟΥ κ. ΚΑΡΑΠΑΝΟΥ: [384, 1359, 630, 1375]
- headline: ΕΜΠΟΡΙΚΗ ΣΥΜΒΑΣΙΣ: [384, 1134, 630, 1150]
- headline: Ο ΑΝΤΙΠΡΟΕΔΡΟΣ: [680, 465, 838, 485]
- headline: ΤΟ ΛΑΧΕΙΟΝ: [445, 588, 569, 610]
- article-text: Τὰ ἀρχαῖα θὰ μεταφερθῶσιν καὶ θὰ τοποθετηθῶσιν εἰς εἰδικὴν αἴθουσαν, ἡ ὁποία πρὸς τοῦτο ἐξελέγη καὶ προητοιμάσθη ἐν τῷ Μουσείῳ.: [384, 1433, 630, 1487]
- article-text: Κωνστ. Μαθιουδάκης Ἀθηναῖος ἔτη 19, Σπυρ. Μελετόπουλος Κεφαλλὴν ἔτη 15, Γεώργ. Μπραμάκος ἔτη 16, Ἀριστείδης Πρόκος ἔτη 14, Γεώργιος Γερακίνης ἔτη 17.: [1386, 1099, 1566, 1179]
- headline: ΤΩΝ ΑΡΧΑΙΟΤΗΤΩΝ: [417, 604, 597, 625]
- subheading: Αἱ προθεσμίαι τῆς συμβάσεως: [147, 229, 348, 244]
- headline: ΜΕΛΙΓΑΛΑ: [180, 584, 315, 609]
- article-text: Νικόλαος Δρούγας Ἄνδρος ἔτη 20, Μιχαὴλ Ἀδαμόπουλος ἔτη 17, Στυλιανὸς Γρηγορίου ἔτη 18, Νικόλαος Κουρκούμελης ἔτη 16.: [1386, 1027, 1566, 1080]
- column-2: [384, 134, 630, 2184]
- headline: ΦΟΝΟΣ ΕΚ ΠΡΟΜΕΛΕΤΗΣ: [1386, 538, 1566, 554]
- article-text: Τὴν 8ην μ. μ. τῆς χθὲς ἐν τῇ ὁδῷ Ἐρμοῦ ὁ Κ. Ρογκότης, ἐκπλαγεὶς ὑπὸ τοῦ τραμ ὑπ' ἀρ. 5, ἀσθενῶς ἐτραυματίσθη εἰς τὸν πόδα.: [1137, 381, 1374, 421]
- headline-box: [125, 496, 370, 538]
- headline: Η ΒΙΟΤΕΧΝΙΚΗ ΕΤΑΙΡΙΑ: [1413, 937, 1539, 967]
- headline: ΤΩΝ ΠΙΣΤΟΥΧΩΝ: [159, 558, 336, 583]
- subheading: Ἀπονομὴ τῶν βραβείων. — Μία ὡραία ἑορτή: [1152, 670, 1359, 699]
- article-text: Ἐν τῷ μεταξὺ τῆς ἀναγνώσεως ὁ κ. Μιστριώτης ἀνέγνωσε τὴν ἀναφορὰν τοῦ μαθητικοῦ κλάδου.: [888, 771, 1125, 811]
- subheading: Τὰ ἀγωνίσματα: [1203, 854, 1308, 869]
- separator-star: *: [1252, 491, 1259, 506]
- column-5: [1137, 134, 1374, 2184]
- separator-star: *: [1003, 812, 1010, 827]
- article-text: — Εἰς τὸ γκαζ Ὑποδιακὸν κ. Σερεζῆ παρακολουθοῦντος ὁ κ. Σερεζῆ ἐπλήσθη συμπλοκὴν μετὰ τοῦ γείτονός του κ. Π. Σμάτη, ἀμφότεροι δ' ἐτραυματίσθησαν ἐλαφρῶς.: [1137, 423, 1374, 490]
- article-text: Χειροκροτήματα ὑποδέχονται τὴν ἀπαγγελίαν τοῦ ὀνόματος, μεθ' ὃ προσελθοῦσα ἡ βραβευθεῖσα προσφέρεται τὸ χρηματικὸν βραβεῖον ἐκ δρ. 1500 καὶ τίτλον.: [888, 702, 1125, 768]
- article-text: Τὴν προσεχῆ ἑβδομάδα ἄρχεται ἡ μεταφορὰ τῶν ἀρχαιοτήτων τῆς συλλογῆς τοῦ κ. Καραπάνου πρὸς τὸ Ἐθνικὸν Μουσεῖον, ἡτις περιήλθεν εἰς τὸ Κράτος.: [384, 1378, 630, 1431]
- column-4: [888, 134, 1125, 2184]
- headline: ΟΙ ΧΘΕΣΙΝΟΙ ΤΡΑΥΜΑΤΙΣΜΟΙ: [1137, 362, 1374, 378]
- headline: ΑΙ ΝΟΜΑΡΧΙΑΚΑΙ: [437, 202, 577, 221]
- subheading: Ἰδιαίτερον τηλεγρ. τοῦ Ἐμπρὸς: [654, 1008, 864, 1023]
- divider: [125, 1240, 370, 1241]
